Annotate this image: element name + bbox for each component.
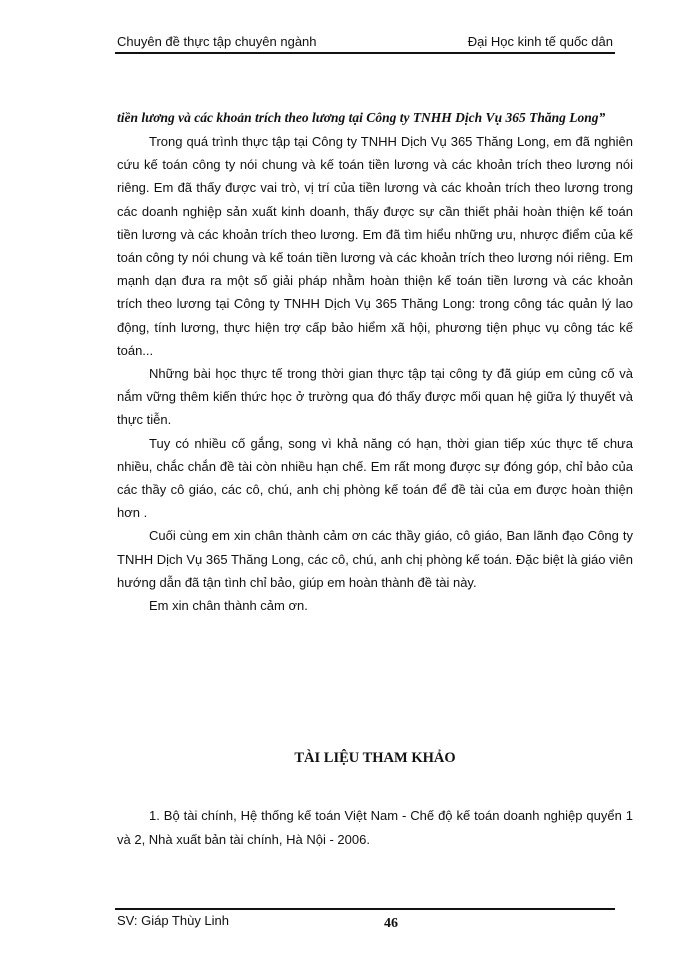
topic-title-continuation: tiền lương và các khoản trích theo lương tại Công ty TNHH Dịch Vụ 365 Thăng Long” (117, 110, 606, 125)
header-course-title: Chuyên đề thực tập chuyên ngành (117, 34, 317, 49)
paragraph-thanks: Cuối cùng em xin chân thành cảm ơn các thầy giáo, cô giáo, Ban lãnh đạo Công ty TNHH Dịch Vụ 365 Thăng Long, các cô, chú, anh chị phòng kế toán. Đặc biệt là giáo viên hướng dẫn đã tận tình chỉ bảo, giúp em hoàn thành đề tài này. (117, 528, 633, 590)
conclusion-body (117, 106, 633, 617)
paragraph-limitations: Tuy có nhiều cố gắng, song vì khả năng có hạn, thời gian tiếp xúc thực tế chưa nhiều, chắc chắn đề tài còn nhiều hạn chế. Em rất mong được sự đóng góp, chỉ bảo của các thầy cô giáo, các cô, chú, anh chị phòng kế toán để đề tài của em được hoàn thiện hơn . (117, 435, 633, 521)
header-university: Đại Học kinh tế quốc dân (467, 34, 613, 49)
footer-author: SV: Giáp Thùy Linh (117, 913, 230, 928)
paragraph-summary: Trong quá trình thực tập tại Công ty TNHH Dịch Vụ 365 Thăng Long, em đã nghiên cứu kế toán công ty nói chung và kế toán tiền lương và các khoản trích theo lương nói riêng. Em đã thấy được vai trò, vị trí của tiền lương và các khoản trích theo lương trong các doanh nghiệp sản xuất kinh doanh, thấy được sự cần thiết phải hoàn thiện kế toán tiền lương và các khoản trích theo lương. Em đã tìm hiểu những ưu, nhược điểm của kế toán công ty nói chung và kế toán tiền lương và các khoản trích theo lương nói riêng. Em mạnh dạn đưa ra một số giải pháp nhằm hoàn thiện kế toán tiền lương và các khoản trích theo lương tại Công ty TNHH Dịch Vụ 365 Thăng Long: trong công tác quản lý lao động, tính lương, thực hiện trợ cấp bảo hiểm xã hội, phương tiện phục vụ công tác kế toán... (117, 134, 633, 358)
paragraph-lessons: Những bài học thực tế trong thời gian thực tập tại công ty đã giúp em củng cố và nắm vững thêm kiến thức học ở trường qua đó thấy được mối quan hệ giữa lý thuyết và thực tiễn. (117, 366, 633, 428)
references-heading: TÀI LIỆU THAM KHẢO (294, 750, 456, 766)
page-header (115, 30, 615, 54)
page-number: 46 (384, 916, 398, 931)
references-list (117, 804, 633, 851)
footer-divider (115, 908, 615, 910)
reference-item: 1. Bộ tài chính, Hệ thống kế toán Việt Nam - Chế độ kế toán doanh nghiệp quyển 1 và 2, Nhà xuất bản tài chính, Hà Nội - 2006. (117, 808, 633, 847)
paragraph-closing: Em xin chân thành cảm ơn. (149, 598, 308, 614)
